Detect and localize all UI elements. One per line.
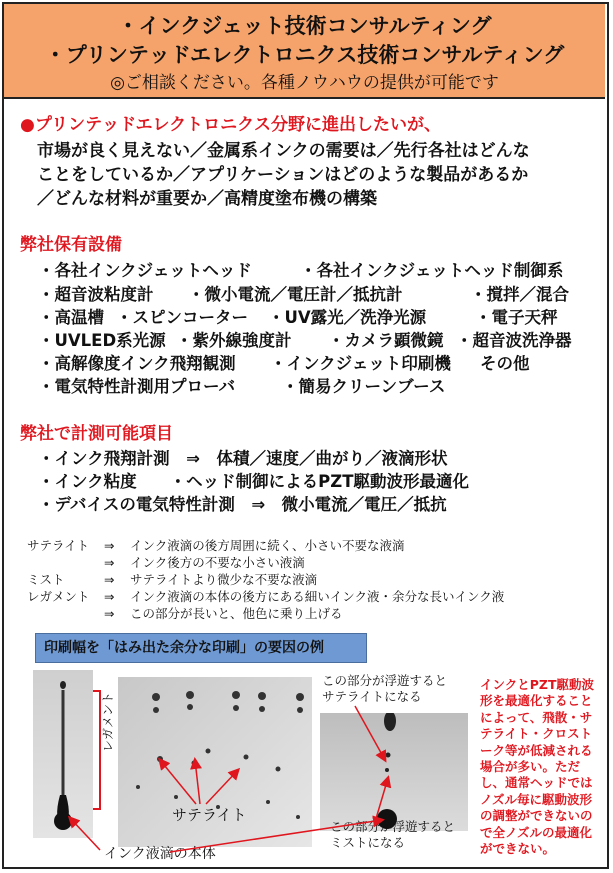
equipment-item: ・高解像度インク飛翔観測 (38, 354, 236, 373)
definition-arrow: ⇒ (104, 572, 115, 587)
equipment-item: ・UVLED系光源 (38, 331, 166, 350)
definition-arrow: ⇒ (104, 538, 115, 553)
measurement-item: ・インク飛翔計測 ⇒ 体積／速度／曲がり／液滴形状 (38, 449, 448, 468)
title-line2: ・プリンテッドエレクトロニクス技術コンサルティング (44, 43, 565, 67)
intro-heading: ●プリンテッドエレクトロニクス分野に進出したいが、 (20, 115, 441, 135)
definition-term: ミスト (27, 572, 65, 587)
bottom-label-line: ミストになる (330, 835, 406, 850)
equipment-item: ・超音波粘度計 (38, 285, 154, 304)
intro-line: ／どんな材料が重要か／高精度塗布機の構築 (37, 189, 377, 209)
header-subtitle: ◎ご相談ください。各種ノウハウの提供が可能です (110, 73, 499, 93)
equipment-heading: 弊社保有設備 (20, 235, 122, 255)
definition-arrow: ⇒ (104, 589, 115, 604)
measurement-heading: 弊社で計測可能項目 (20, 424, 173, 444)
definition-text: サテライトより微少な不要な液滴 (130, 572, 318, 587)
definition-text: この部分が長いと、他色に乗り上げる (130, 606, 343, 621)
figure-banner: 印刷幅を「はみ出た余分な印刷」の要因の例 (35, 633, 367, 663)
equipment-item: ・UV露光／洗浄光源 (268, 308, 427, 327)
top-label-line: この部分が浮遊すると (322, 673, 448, 688)
definition-arrow: ⇒ (104, 555, 115, 570)
body-label: インク液滴の本体 (104, 846, 216, 862)
ligament-label: レガメント (101, 691, 115, 752)
intro-line: 市場が良く見えない／金属系インクの需要は／先行各社はどんな (37, 141, 530, 161)
equipment-item: ・電気特性計測用プローバ (38, 377, 236, 396)
top-label-line: サテライトになる (322, 689, 422, 704)
equipment-item: ・撹拌／混合 (470, 285, 569, 304)
equipment-item: ・高温槽 (38, 308, 104, 327)
definition-term: サテライト (27, 538, 90, 553)
equipment-item: ・微小電流／電圧計／抵抗計 (188, 285, 403, 304)
equipment-item: ・インクジェット印刷機 (270, 354, 451, 373)
definition-arrow: ⇒ (104, 606, 115, 621)
definition-term: レガメント (27, 589, 90, 604)
equipment-item: ・スピンコーター (116, 308, 248, 327)
definition-text: インク液滴の本体の後方にある細いインク液・余分な長いインク液 (130, 589, 505, 604)
measurement-item: ・インク粘度 ・ヘッド制御によるPZT駆動波形最適化 (38, 472, 469, 491)
equipment-item: その他 (480, 354, 530, 373)
equipment-item: ・紫外線強度計 (176, 331, 292, 350)
equipment-item: ・超音波洗浄器 (456, 331, 572, 350)
definition-text: インク液滴の後方周囲に続く、小さい不要な液滴 (130, 538, 405, 553)
optimization-note: インクとPZT駆動波形を最適化することによって、飛散・サテライト・クロストーク等が低減される場合が多い。ただし、通常ヘッドではノズル毎に駆動波形の調整ができないので全ノズルの最適化ができない。 (480, 677, 595, 857)
equipment-item: ・各社インクジェットヘッド制御系 (300, 261, 564, 280)
intro-line: ことをしているか／アプリケーションはどのような製品があるか (37, 165, 529, 185)
title-line1: ・インクジェット技術コンサルティング (117, 14, 492, 38)
equipment-item: ・簡易クリーンブース (282, 377, 446, 396)
equipment-item: ・電子天秤 (475, 308, 558, 327)
satellite-label: サテライト (172, 806, 247, 824)
measurement-item: ・デバイスの電気特性計測 ⇒ 微小電流／電圧／抵抗 (38, 495, 447, 514)
bottom-label-line: この部分が浮遊すると (330, 819, 456, 834)
definition-text: インク後方の不要な小さい液滴 (130, 555, 305, 570)
equipment-item: ・各社インクジェットヘッド (38, 261, 252, 280)
equipment-item: ・カメラ顕微鏡 (328, 331, 444, 350)
